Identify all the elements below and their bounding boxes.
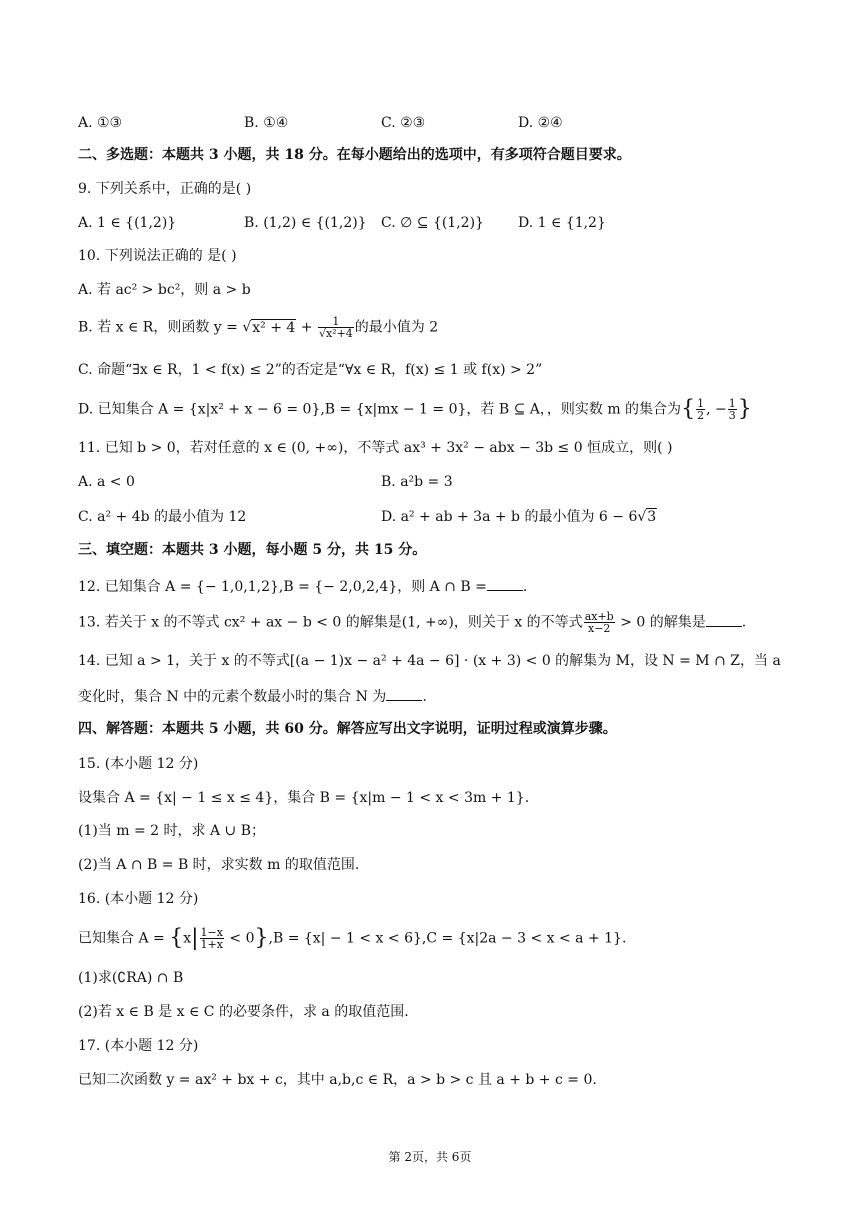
q15-part1: (1)当 m = 2 时，求 A ∪ B； [78, 823, 266, 839]
q13-end: . [741, 614, 747, 631]
q10-option-c: C. 命题“∃x ∈ R，1 < f(x) ≤ 2”的否定是“∀x ∈ R，f(x) ≤ 1 或 f(x) > 2” [78, 362, 543, 378]
q10-d-brace-close: } [737, 396, 752, 422]
q14-line2-text: 变化时，集合 N 中的元素个数最小时的集合 N 为 [78, 689, 387, 705]
q10-d-fraction-2 [728, 398, 737, 421]
q17-stem: 已知二次函数 y = ax² + bx + c，其中 a,b,c ∈ R，a > b > c 且 a + b + c = 0. [78, 1072, 597, 1088]
q12-answer-blank[interactable] [487, 576, 523, 591]
q11-d-prefix: D. a² + ab + 3a + b 的最小值为 6 − 6 [381, 509, 638, 525]
q10-d-frac2-den: 3 [728, 409, 736, 422]
q8-option-b: B. ①④ [244, 115, 289, 131]
q11-d-sqrt: 3 [647, 509, 657, 525]
q12-end: . [522, 579, 528, 595]
q16-part2: (2)若 x ∈ B 是 x ∈ C 的必要条件，求 a 的取值范围. [78, 1004, 409, 1020]
q14-answer-blank[interactable] [386, 686, 422, 701]
q13-frac-num: ax+b [584, 610, 614, 623]
q10-d-fraction-1 [696, 398, 705, 421]
q10-b-plus: + [296, 319, 317, 336]
q15-part2: (2)当 A ∩ B = B 时，求实数 m 的取值范围. [78, 857, 360, 873]
q10-b-suffix: 的最小值为 2 [354, 319, 439, 336]
q11-stem: 11. 已知 b > 0，若对任意的 x ∈ (0, +∞)，不等式 ax³ + 3x² − abx − 3b ≤ 0 恒成立，则( ) [78, 440, 673, 456]
q16-set-rest: < 0 [224, 930, 255, 947]
q10-option-a: A. 若 ac² > bc²，则 a > b [78, 282, 251, 298]
q10-d-sep: , − [706, 401, 727, 418]
q10-b-sqrt: x² + 4 [252, 319, 296, 336]
q13-fraction [584, 611, 615, 634]
q16-part1: (1)求(∁RA) ∩ B [78, 970, 184, 986]
q10-b-frac-den: √x²+4 [318, 327, 353, 340]
q10-d-brace-open: { [681, 396, 696, 422]
q16-brace-open: { [169, 925, 184, 951]
q16-fraction [200, 927, 224, 950]
q13-prefix: 13. 若关于 x 的不等式 cx² + ax − b < 0 的解集是(1, +∞)，则关于 x 的不等式 [78, 614, 583, 631]
q16-set-bar: | [191, 925, 199, 951]
q9-option-b: B. (1,2) ∈ {(1,2)} [244, 215, 367, 231]
q10-d-frac1-den: 2 [697, 409, 705, 422]
q10-option-d [78, 398, 752, 421]
q16-brace-close: } [254, 925, 269, 951]
q16-frac-den: 1+x [200, 938, 223, 951]
q10-d-frac1-num: 1 [697, 397, 705, 410]
q9-option-a: A. 1 ∈ {(1,2)} [78, 215, 177, 231]
q16-stem [78, 927, 626, 950]
q10-d-frac2-num: 1 [728, 397, 736, 410]
q15-stem: 设集合 A = {x| − 1 ≤ x ≤ 4}，集合 B = {x|m − 1 < x < 3m + 1}. [78, 790, 530, 806]
page-footer: 第 2页，共 6页 [388, 1150, 472, 1164]
q17-title: 17. (本小题 12 分) [78, 1038, 199, 1054]
q11-option-d: D. a² + ab + 3a + b 的最小值为 6 − 6√3 [381, 509, 657, 525]
q11-option-b: B. a²b = 3 [381, 474, 453, 490]
q16-stem-suffix: ,B = {x| − 1 < x < 6},C = {x|2a − 3 < x < a + 1}. [268, 930, 627, 947]
q11-option-c: C. a² + 4b 的最小值为 12 [78, 509, 247, 525]
q14-line2 [78, 686, 427, 707]
q9-stem: 9. 下列关系中，正确的是( ) [78, 181, 252, 197]
q10-stem: 10. 下列说法正确的 是( ) [78, 248, 237, 264]
q15-title: 15. (本小题 12 分) [78, 756, 199, 772]
q10-b-frac-num: 1 [318, 316, 354, 328]
q16-set-x: x [183, 930, 192, 947]
q16-title: 16. (本小题 12 分) [78, 891, 199, 907]
q13-answer-blank[interactable] [706, 612, 742, 627]
section3-header: 三、填空题：本题共 3 小题，每小题 5 分，共 15 分。 [78, 542, 427, 558]
q8-option-d: D. ②④ [518, 115, 563, 131]
q16-frac-num: 1−x [200, 926, 223, 939]
q10-d-prefix: D. 已知集合 A = {x|x² + x − 6 = 0},B = {x|mx − 1 = 0}，若 B ⊆ A，，则实数 m 的集合为 [78, 401, 682, 418]
q16-stem-prefix: 已知集合 A = [78, 930, 170, 947]
q13 [78, 611, 746, 634]
section4-header: 四、解答题：本题共 5 小题，共 60 分。解答应写出文字说明，证明过程或演算步骤。 [78, 721, 617, 737]
section2-header: 二、多选题：本题共 3 小题，共 18 分。在每小题给出的选项中，有多项符合题目要求。 [78, 147, 631, 163]
q8-option-c: C. ②③ [381, 115, 426, 131]
q13-suffix: > 0 的解集是 [615, 614, 706, 631]
q13-frac-den: x−2 [587, 622, 611, 635]
q12-text: 12. 已知集合 A = {− 1,0,1,2},B = {− 2,0,2,4}，则 A ∩ B = [78, 579, 487, 595]
q11-option-a: A. a < 0 [78, 474, 135, 490]
q10-b-prefix: B. 若 x ∈ R，则函数 y = [78, 319, 243, 336]
q14-line1: 14. 已知 a > 1，关于 x 的不等式[(a − 1)x − a² + 4a − 6] · (x + 3) < 0 的解集为 M，设 N = M ∩ Z，当 a [78, 653, 781, 669]
q8-option-a: A. ①③ [78, 115, 123, 131]
q10-b-fraction [318, 316, 354, 339]
q12 [78, 576, 527, 597]
q14-end: . [422, 689, 427, 705]
q10-option-b: B. 若 x ∈ R，则函数 y = √x² + 4 + $\frac{1}{\text{√x²+4}}$ 的最小值为 2 [78, 315, 439, 340]
q9-option-d: D. 1 ∈ {1,2} [518, 215, 606, 231]
q9-option-c: C. ∅ ⊆ {(1,2)} [381, 215, 484, 231]
